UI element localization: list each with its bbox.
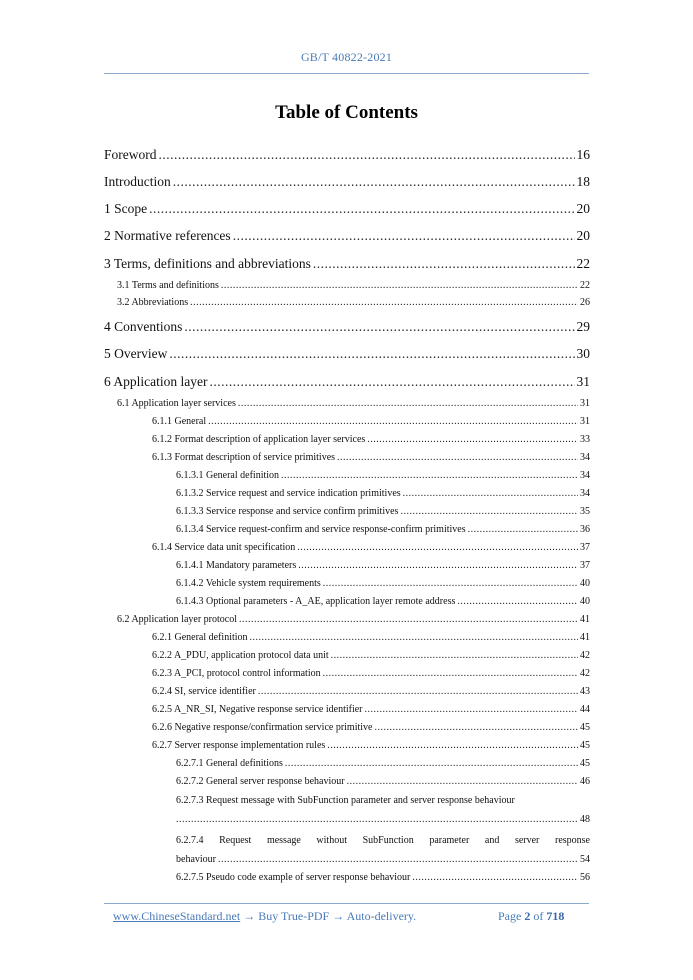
leader-dots [403,488,578,499]
toc-label: 6.1 Application layer services [117,398,236,409]
toc-label: 6.1.4.1 Mandatory parameters [176,560,297,571]
toc-label: 6.2 Application layer protocol [117,614,237,625]
toc-entry-6-2-7-4-line1[interactable]: 6.2.7.4 Request message without SubFunction parameter and server response [176,835,590,846]
toc-entry-6-1-4-3[interactable] [176,596,590,607]
leader-dots [159,147,575,163]
document-id-header: GB/T 40822-2021 [300,50,393,64]
toc-entry-6-2-7-4[interactable] [176,854,590,865]
toc-page-number: 45 [580,722,590,733]
toc-label: 6.1.1 General [152,416,207,427]
auto-delivery-text: Auto-delivery. [346,909,417,923]
toc-page-number: 43 [580,686,590,697]
page-of-label: of [533,909,544,923]
toc-page-number: 41 [580,614,590,625]
leader-dots [208,416,578,427]
toc-label: 6.1.3.4 Service request-confirm and service response-confirm primitives [176,524,466,535]
leader-dots [331,650,578,661]
toc-entry-6-2-7-1[interactable] [176,758,590,769]
toc-entry-6-2-4[interactable] [152,686,590,697]
toc-entry-application-layer[interactable] [104,374,590,390]
leader-dots [400,506,578,517]
toc-label: 6.2.1 General definition [152,632,248,643]
toc-entry-6-1-2[interactable] [152,434,590,445]
toc-page-number: 36 [580,524,590,535]
toc-label: Foreword [104,147,157,162]
toc-entry-6-1-4-1[interactable] [176,560,590,571]
toc-page-number: 45 [580,740,590,751]
toc-page-number: 31 [580,398,590,409]
website-link[interactable]: www.ChineseStandard.net [113,909,241,923]
toc-page-number: 16 [576,147,590,162]
toc-page-number: 29 [576,319,590,334]
toc-label: Introduction [104,174,171,189]
toc-page-number: 56 [580,872,590,883]
toc-entry-6-2[interactable] [117,614,590,625]
toc-entry-6-1-4[interactable] [152,542,590,553]
toc-page-number: 22 [580,280,590,291]
page-title: Table of Contents [275,102,418,123]
leader-dots [323,668,578,679]
toc-label: 6.2.7.1 General definitions [176,758,283,769]
toc-entry-terms-definitions[interactable] [117,280,590,291]
toc-page-number: 42 [580,668,590,679]
leader-dots [297,542,578,553]
toc-label: 1 Scope [104,201,148,216]
toc-page-number: 46 [580,776,590,787]
leader-dots [412,872,578,883]
toc-page-number: 31 [580,416,590,427]
toc-page-number: 18 [576,174,590,189]
toc-entry-foreword[interactable] [104,147,590,163]
toc-entry-6-1[interactable] [117,398,590,409]
toc-label: 6.2.5 A_NR_SI, Negative response service identifier [152,704,363,715]
leader-dots [347,776,578,787]
toc-label: 2 Normative references [104,228,231,243]
toc-page-number: 44 [580,704,590,715]
toc-entry-normative-references[interactable] [104,228,590,244]
toc-page-number: 42 [580,650,590,661]
toc-label: 6.2.7 Server response implementation rules [152,740,326,751]
toc-entry-6-1-1[interactable] [152,416,590,427]
leader-dots [468,524,578,535]
leader-dots [190,297,578,308]
leader-dots [375,722,579,733]
toc-label: 6.1.4.2 Vehicle system requirements [176,578,321,589]
toc-label: 3.2 Abbreviations [117,297,189,308]
toc-page-number: 37 [580,542,590,553]
toc-entry-6-2-7-2[interactable] [176,776,590,787]
leader-dots [173,174,575,190]
toc-label: 6.2.6 Negative response/confirmation service primitive [152,722,373,733]
footer-divider [104,903,589,904]
toc-page-number: 37 [580,560,590,571]
toc-page-number: 34 [580,470,590,481]
toc-page-number: 34 [580,488,590,499]
toc-entry-introduction[interactable] [104,174,590,190]
leader-dots [169,346,574,362]
toc-entry-abbreviations[interactable] [117,297,590,308]
toc-label: behaviour [176,854,216,865]
arrow-icon: → [243,909,256,923]
toc-page-number: 40 [580,596,590,607]
toc-label: 6.2.2 A_PDU, application protocol data unit [152,650,329,661]
page-label: Page [498,909,522,923]
toc-page-number: 20 [576,228,590,243]
toc-entry-6-2-5[interactable] [152,704,590,715]
toc-label: 6.2.7.2 General server response behaviour [176,776,345,787]
toc-label: 6 Application layer [104,374,208,389]
toc-page-number: 31 [576,374,590,389]
toc-page-number: 34 [580,452,590,463]
toc-entry-terms[interactable] [104,256,590,272]
toc-entry-scope[interactable] [104,201,590,217]
toc-entry-6-1-3-4[interactable] [176,524,590,535]
leader-dots [281,470,578,481]
page-indicator [498,909,564,924]
toc-page-number: 35 [580,506,590,517]
toc-label: 6.2.7.5 Pseudo code example of server response behaviour [176,872,411,883]
toc-entry-6-1-4-2[interactable] [176,578,590,589]
toc-entry-6-2-1[interactable] [152,632,590,643]
total-pages-number: 718 [546,909,565,923]
leader-dots [176,814,578,825]
leader-dots [323,578,578,589]
toc-label: 4 Conventions [104,319,183,334]
leader-dots [221,280,578,291]
leader-dots [367,434,578,445]
leader-dots [327,740,578,751]
leader-dots [285,758,578,769]
leader-dots [209,374,574,390]
toc-label: 6.1.4 Service data unit specification [152,542,296,553]
leader-dots [457,596,578,607]
footer-promo [113,909,416,924]
leader-dots [184,319,574,335]
current-page-number: 2 [524,909,531,923]
toc-entry-6-1-3-3[interactable] [176,506,590,517]
toc-page-number: 30 [576,346,590,361]
toc-label: 6.1.3.1 General definition [176,470,280,481]
toc-label: 6.2.4 SI, service identifier [152,686,256,697]
toc-entry-6-1-3-1[interactable] [176,470,590,481]
leader-dots [250,632,578,643]
toc-page-number: 41 [580,632,590,643]
toc-page-number: 26 [580,297,590,308]
toc-page-number: 40 [580,578,590,589]
leader-dots [258,686,578,697]
toc-label: 6.1.4.3 Optional parameters - A_AE, application layer remote address [176,596,456,607]
toc-entry-6-2-7-3[interactable] [176,814,590,825]
leader-dots [218,854,578,865]
toc-entry-6-2-6[interactable] [152,722,590,733]
toc-page-number: 22 [576,256,590,271]
buy-pdf-link[interactable]: Buy True-PDF [258,909,330,923]
toc-label: 3 Terms, definitions and abbreviations [104,256,311,271]
arrow-icon: → [332,909,345,923]
leader-dots [238,398,578,409]
toc-label: 6.1.3.2 Service request and service indication primitives [176,488,401,499]
leader-dots [337,452,578,463]
toc-entry-overview[interactable] [104,346,590,362]
toc-entry-6-2-7[interactable] [152,740,590,751]
leader-dots [149,201,574,217]
toc-entry-6-2-7-3-label[interactable]: 6.2.7.3 Request message with SubFunction parameter and server response behaviour [176,795,515,806]
leader-dots [239,614,578,625]
leader-dots [365,704,578,715]
toc-page-number: 20 [576,201,590,216]
toc-label: 6.1.3.3 Service response and service confirm primitives [176,506,399,517]
toc-entry-6-2-7-5[interactable] [176,872,590,883]
leader-dots [233,228,575,244]
toc-page-number: 54 [580,854,590,865]
toc-entry-conventions[interactable] [104,319,590,335]
toc-entry-6-1-3[interactable] [152,452,590,463]
toc-label: 6.2.3 A_PCI, protocol control information [152,668,321,679]
toc-label: 6.1.3 Format description of service primitives [152,452,336,463]
toc-page-number: 33 [580,434,590,445]
toc-label: 3.1 Terms and definitions [117,280,219,291]
toc-entry-6-2-3[interactable] [152,668,590,679]
toc-label: 5 Overview [104,346,168,361]
toc-page-number: 48 [580,814,590,825]
toc-entry-6-1-3-2[interactable] [176,488,590,499]
toc-entry-6-2-2[interactable] [152,650,590,661]
leader-dots [298,560,578,571]
toc-label: 6.1.2 Format description of application layer services [152,434,366,445]
toc-page-number: 45 [580,758,590,769]
leader-dots [313,256,575,272]
